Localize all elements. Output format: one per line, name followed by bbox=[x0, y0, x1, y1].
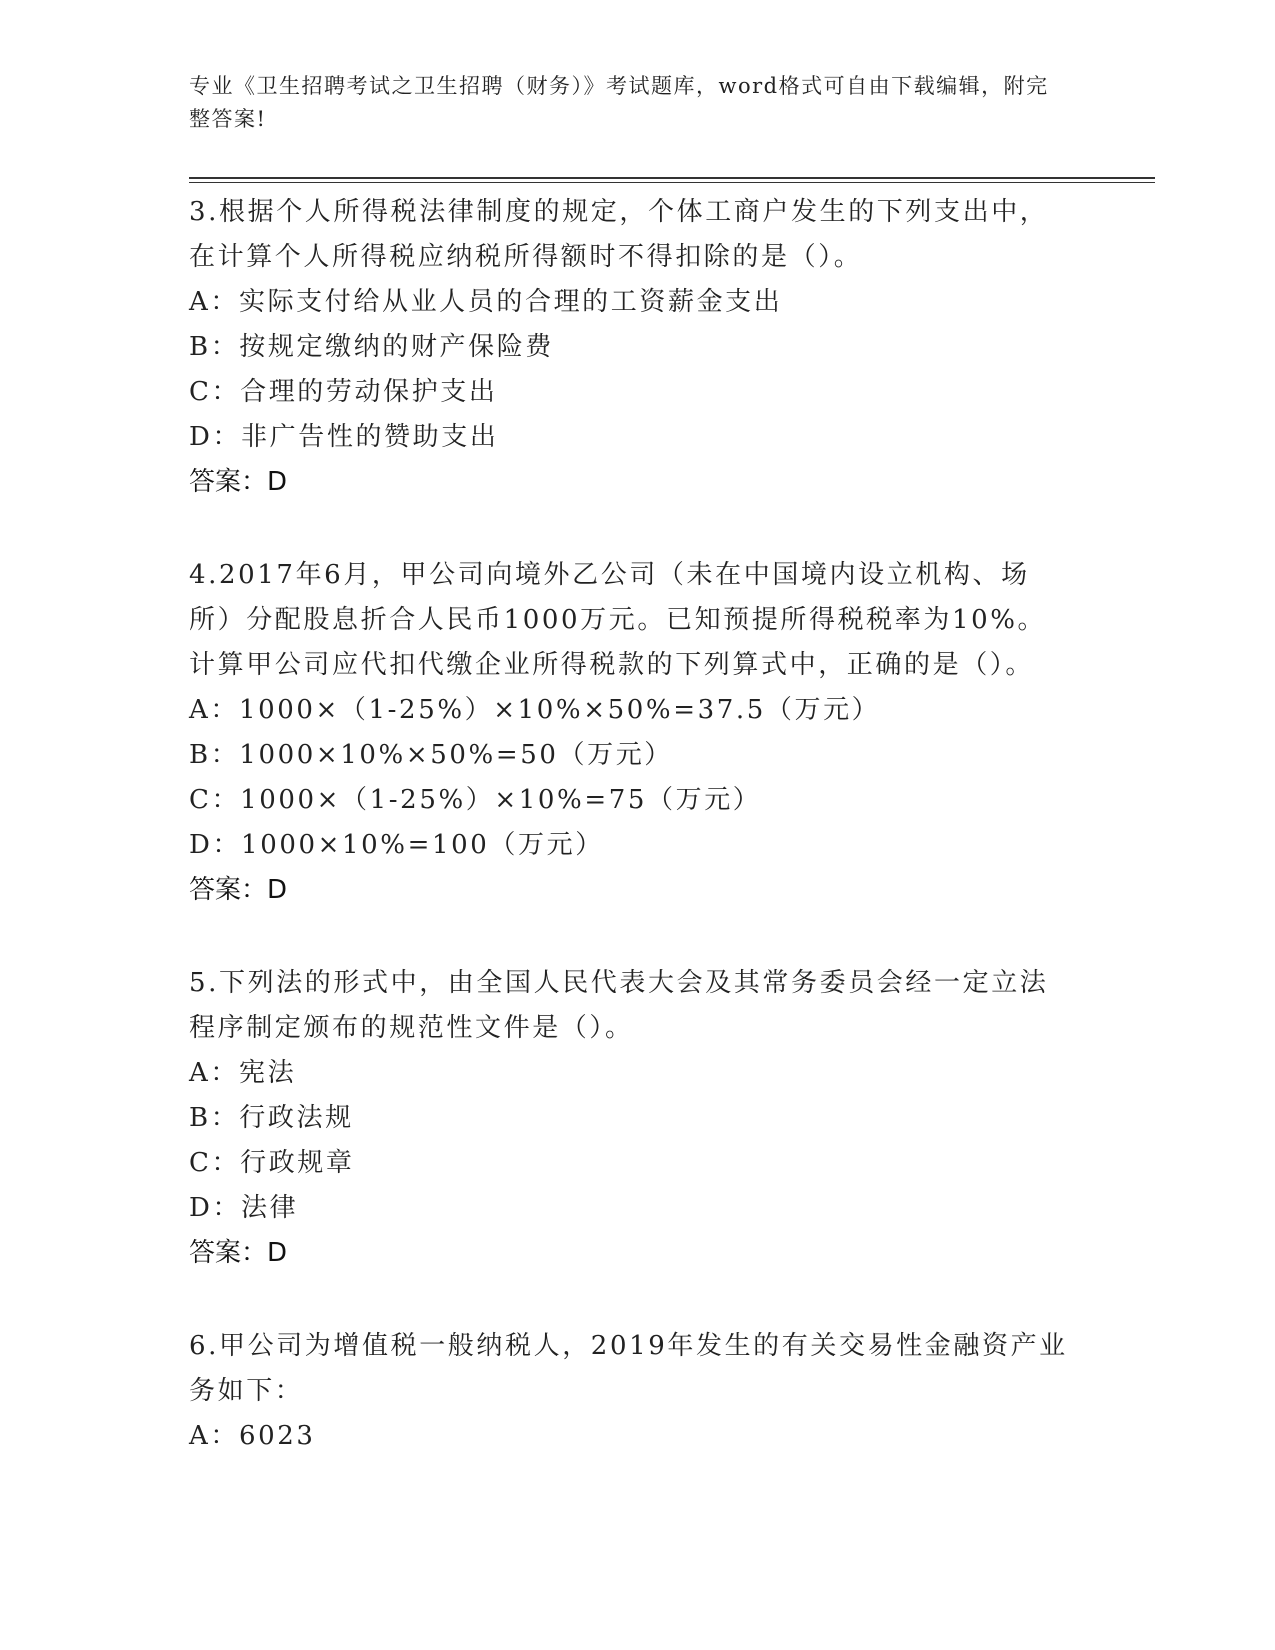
question-stem: 3.根据个人所得税法律制度的规定，个体工商户发生的下列支出中，在计算个人所得税应纳税所得额时不得扣除的是（）。 bbox=[189, 197, 1049, 272]
option-d: D：法律 bbox=[189, 1193, 299, 1223]
question-spacer bbox=[189, 505, 1069, 551]
question-stem: 4.2017年6月，甲公司向境外乙公司（未在中国境内设立机构、场所）分配股息折合人民币1000万元。已知预提所得税税率为10%。计算甲公司应代扣代缴企业所得税款的下列算式中，正确的是（）。 bbox=[189, 560, 1047, 680]
question-stem: 5.下列法的形式中，由全国人民代表大会及其常务委员会经一定立法程序制定颁布的规范性文件是（）。 bbox=[189, 968, 1049, 1043]
option-a: A：宪法 bbox=[189, 1058, 297, 1088]
option-d: D：1000×10%=100（万元） bbox=[189, 830, 604, 860]
question-4 bbox=[189, 551, 1069, 913]
question-list bbox=[189, 188, 1069, 1459]
question-5 bbox=[189, 959, 1069, 1276]
option-b: B：按规定缴纳的财产保险费 bbox=[189, 332, 554, 362]
option-d: D：非广告性的赞助支出 bbox=[189, 422, 499, 452]
option-a: A：实际支付给从业人员的合理的工资薪金支出 bbox=[189, 287, 783, 317]
question-3 bbox=[189, 188, 1069, 505]
option-a: A：6023 bbox=[189, 1421, 316, 1451]
question-spacer bbox=[189, 1276, 1069, 1322]
question-spacer bbox=[189, 913, 1069, 959]
question-stem: 6.甲公司为增值税一般纳税人，2019年发生的有关交易性金融资产业务如下： bbox=[189, 1331, 1068, 1406]
option-a: A：1000×（1-25%）×10%×50%=37.5（万元） bbox=[189, 695, 881, 725]
option-c: C：合理的劳动保护支出 bbox=[189, 377, 498, 407]
option-c: C：1000×（1-25%）×10%=75（万元） bbox=[189, 785, 762, 815]
option-b: B：1000×10%×50%=50（万元） bbox=[189, 740, 673, 770]
answer-label: 答案：D bbox=[189, 467, 288, 497]
option-c: C：行政规章 bbox=[189, 1148, 355, 1178]
document-header: 专业《卫生招聘考试之卫生招聘（财务）》考试题库，word格式可自由下载编辑，附完整答案! bbox=[189, 74, 1049, 131]
question-6 bbox=[189, 1322, 1069, 1459]
answer-label: 答案：D bbox=[189, 875, 288, 905]
header-divider-thin bbox=[189, 182, 1155, 183]
header-divider-thick bbox=[189, 177, 1155, 179]
answer-label: 答案：D bbox=[189, 1238, 288, 1268]
option-b: B：行政法规 bbox=[189, 1103, 354, 1133]
